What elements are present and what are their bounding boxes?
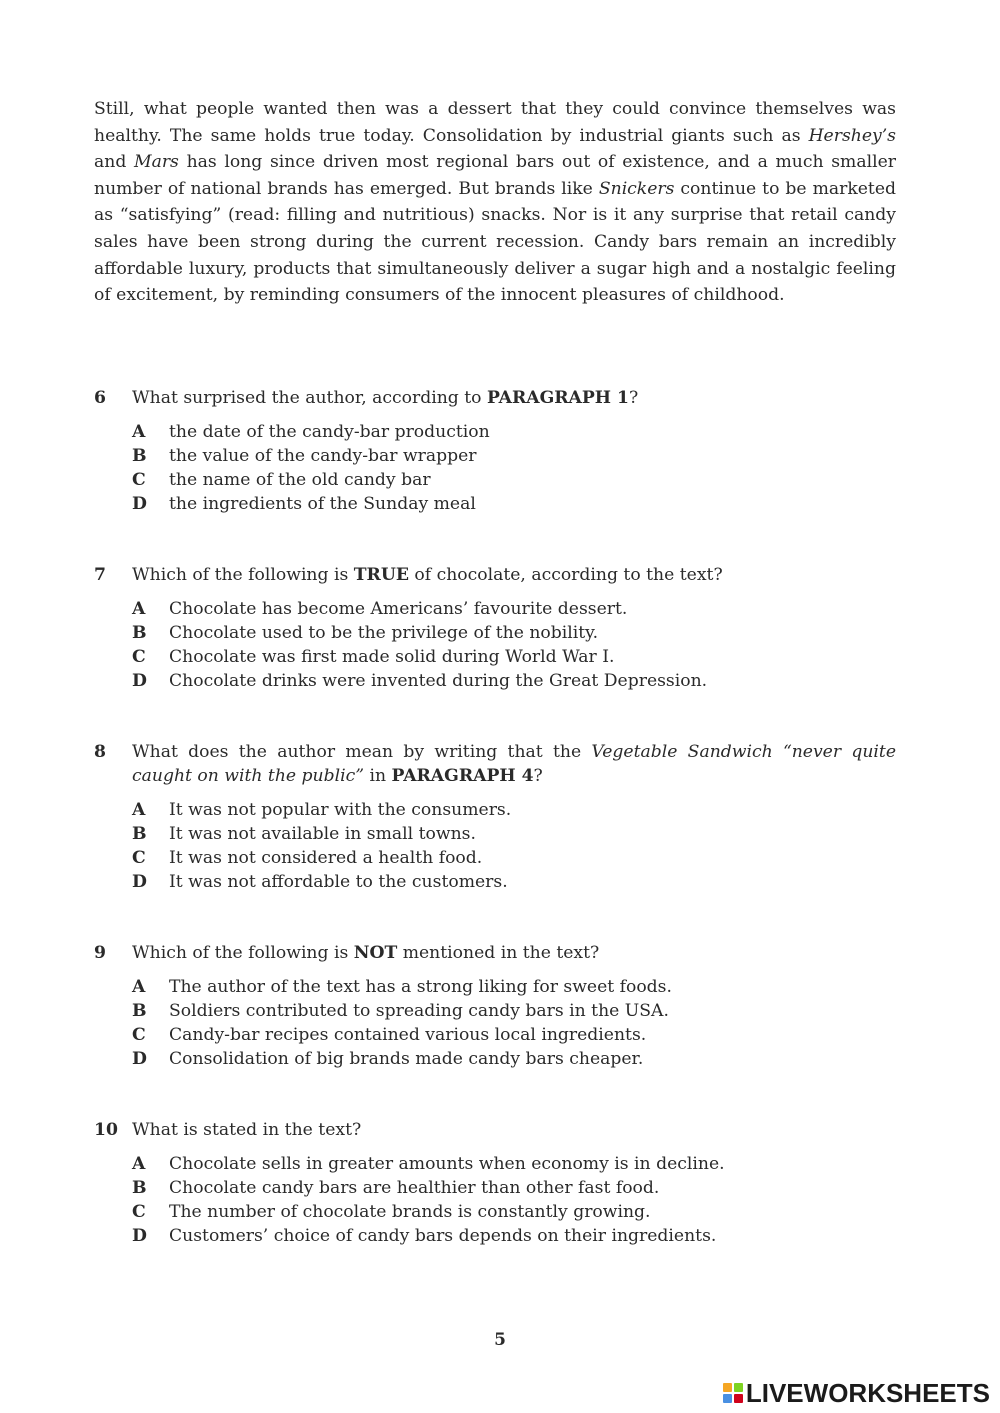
question-number: 10 bbox=[94, 1120, 118, 1140]
option-d[interactable]: D the ingredients of the Sunday meal bbox=[132, 494, 476, 514]
brand-name-mars: Mars bbox=[134, 152, 179, 173]
question-number: 8 bbox=[94, 742, 106, 762]
option-d[interactable]: D Consolidation of big brands made candy bars cheaper. bbox=[132, 1049, 644, 1069]
passage-text: has long since driven most regional bars out of existence, and a much smaller number of national brands has emerged. But brands like bbox=[94, 152, 896, 199]
question-text: Which of the following is NOT mentioned in the text? bbox=[132, 943, 600, 963]
option-d[interactable]: D Chocolate drinks were invented during the Great Depression. bbox=[132, 671, 708, 691]
liveworksheets-logo-text: LIVEWORKSHEETS bbox=[745, 1377, 990, 1408]
question-8 bbox=[94, 740, 896, 894]
question-number: 9 bbox=[94, 943, 106, 963]
option-b[interactable]: B the value of the candy-bar wrapper bbox=[132, 446, 477, 466]
question-9 bbox=[94, 941, 896, 1071]
question-number: 7 bbox=[94, 565, 106, 585]
option-a[interactable]: A Chocolate sells in greater amounts when economy is in decline. bbox=[132, 1154, 725, 1174]
option-c[interactable]: C the name of the old candy bar bbox=[132, 470, 431, 490]
liveworksheets-logo-icon bbox=[723, 1383, 743, 1403]
passage-text: and bbox=[94, 152, 134, 173]
option-a[interactable]: A the date of the candy-bar production bbox=[132, 422, 490, 442]
question-6 bbox=[94, 386, 896, 516]
option-b[interactable]: B Chocolate used to be the privilege of the nobility. bbox=[132, 623, 599, 643]
option-d[interactable]: D It was not affordable to the customers. bbox=[132, 872, 508, 892]
option-d[interactable]: D Customers’ choice of candy bars depends on their ingredients. bbox=[132, 1226, 717, 1246]
passage-text: Still, what people wanted then was a dessert that they could convince themselves was healthy. The same holds true today. Consolidation by industrial giants such as bbox=[94, 99, 896, 146]
brand-name-snickers: Snickers bbox=[598, 178, 675, 199]
option-b[interactable]: B Chocolate candy bars are healthier than other fast food. bbox=[132, 1178, 660, 1198]
question-10 bbox=[94, 1118, 896, 1248]
option-a[interactable]: A The author of the text has a strong liking for sweet foods. bbox=[132, 977, 672, 997]
question-text: Which of the following is TRUE of chocolate, according to the text? bbox=[132, 565, 723, 585]
passage-paragraph bbox=[94, 96, 896, 309]
option-a[interactable]: A Chocolate has become Americans’ favourite dessert. bbox=[132, 599, 628, 619]
option-b[interactable]: B Soldiers contributed to spreading candy bars in the USA. bbox=[132, 1001, 669, 1021]
liveworksheets-logo[interactable] bbox=[723, 1378, 990, 1408]
passage-text: continue to be marketed as “satisfying” (read: filling and nutritious) snacks. Nor is it any surprise that retail candy sales have been strong during the current recession. Candy bars remain an incredibly affordable luxury, products that simultaneously deliver a sugar high and a nostalgic feeling of excitement, by reminding consumers of the innocent pleasures of childhood. bbox=[94, 178, 897, 306]
question-text: What is stated in the text? bbox=[132, 1120, 362, 1140]
question-text: What does the author mean by writing that the Vegetable Sandwich “never quite caught on with the public” in PARAGRAPH 4? bbox=[132, 742, 896, 786]
question-7 bbox=[94, 563, 896, 693]
option-c[interactable]: C Chocolate was first made solid during World War I. bbox=[132, 647, 615, 667]
option-c[interactable]: C The number of chocolate brands is constantly growing. bbox=[132, 1202, 651, 1222]
page-number: 5 bbox=[494, 1330, 506, 1350]
option-c[interactable]: C It was not considered a health food. bbox=[132, 848, 483, 868]
option-c[interactable]: C Candy-bar recipes contained various local ingredients. bbox=[132, 1025, 647, 1045]
option-b[interactable]: B It was not available in small towns. bbox=[132, 824, 476, 844]
question-text: What surprised the author, according to PARAGRAPH 1? bbox=[132, 388, 639, 408]
option-a[interactable]: A It was not popular with the consumers. bbox=[132, 800, 512, 820]
question-number: 6 bbox=[94, 388, 106, 408]
brand-name-hersheys: Hershey’s bbox=[808, 125, 896, 146]
